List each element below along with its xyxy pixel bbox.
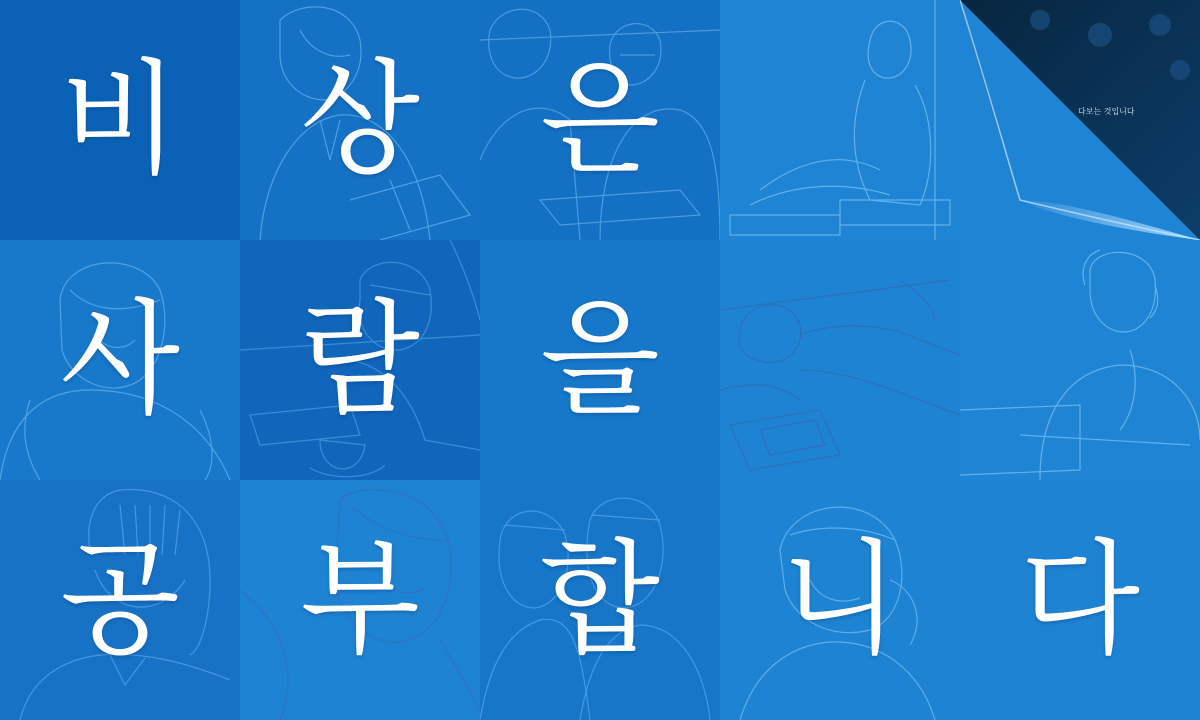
syllable-bu: 부 bbox=[300, 528, 420, 672]
syllable-sang: 상 bbox=[300, 48, 420, 192]
syllable-eul: 을 bbox=[540, 288, 660, 432]
tile-14 bbox=[720, 480, 960, 720]
sketch-boy-lying-writing bbox=[720, 240, 960, 480]
tile-6 bbox=[0, 240, 240, 480]
tile-1 bbox=[0, 0, 240, 240]
page-curl-corner bbox=[960, 0, 1200, 240]
tile-15 bbox=[960, 480, 1200, 720]
tile-12 bbox=[240, 480, 480, 720]
syllable-eun: 은 bbox=[540, 48, 660, 192]
tile-8 bbox=[480, 240, 720, 480]
curl-caption: 다보는 것입니다 bbox=[1078, 107, 1135, 116]
sketch-student-sitting-books bbox=[720, 0, 960, 240]
tile-11 bbox=[0, 480, 240, 720]
tile-3 bbox=[480, 0, 720, 240]
syllable-bi: 비 bbox=[60, 48, 180, 192]
tile-10 bbox=[960, 240, 1200, 480]
tile-9 bbox=[720, 240, 960, 480]
tile-13 bbox=[480, 480, 720, 720]
syllable-ni: 니 bbox=[780, 528, 900, 672]
tile-7 bbox=[240, 240, 480, 480]
syllable-ram: 람 bbox=[300, 288, 420, 432]
syllable-da: 다 bbox=[1020, 528, 1140, 672]
sketch-boy-headphones bbox=[960, 240, 1200, 480]
syllable-gong: 공 bbox=[60, 528, 180, 672]
tile-2 bbox=[240, 0, 480, 240]
syllable-hap: 합 bbox=[540, 528, 660, 672]
syllable-sa: 사 bbox=[60, 288, 180, 432]
tile-4 bbox=[720, 0, 960, 240]
